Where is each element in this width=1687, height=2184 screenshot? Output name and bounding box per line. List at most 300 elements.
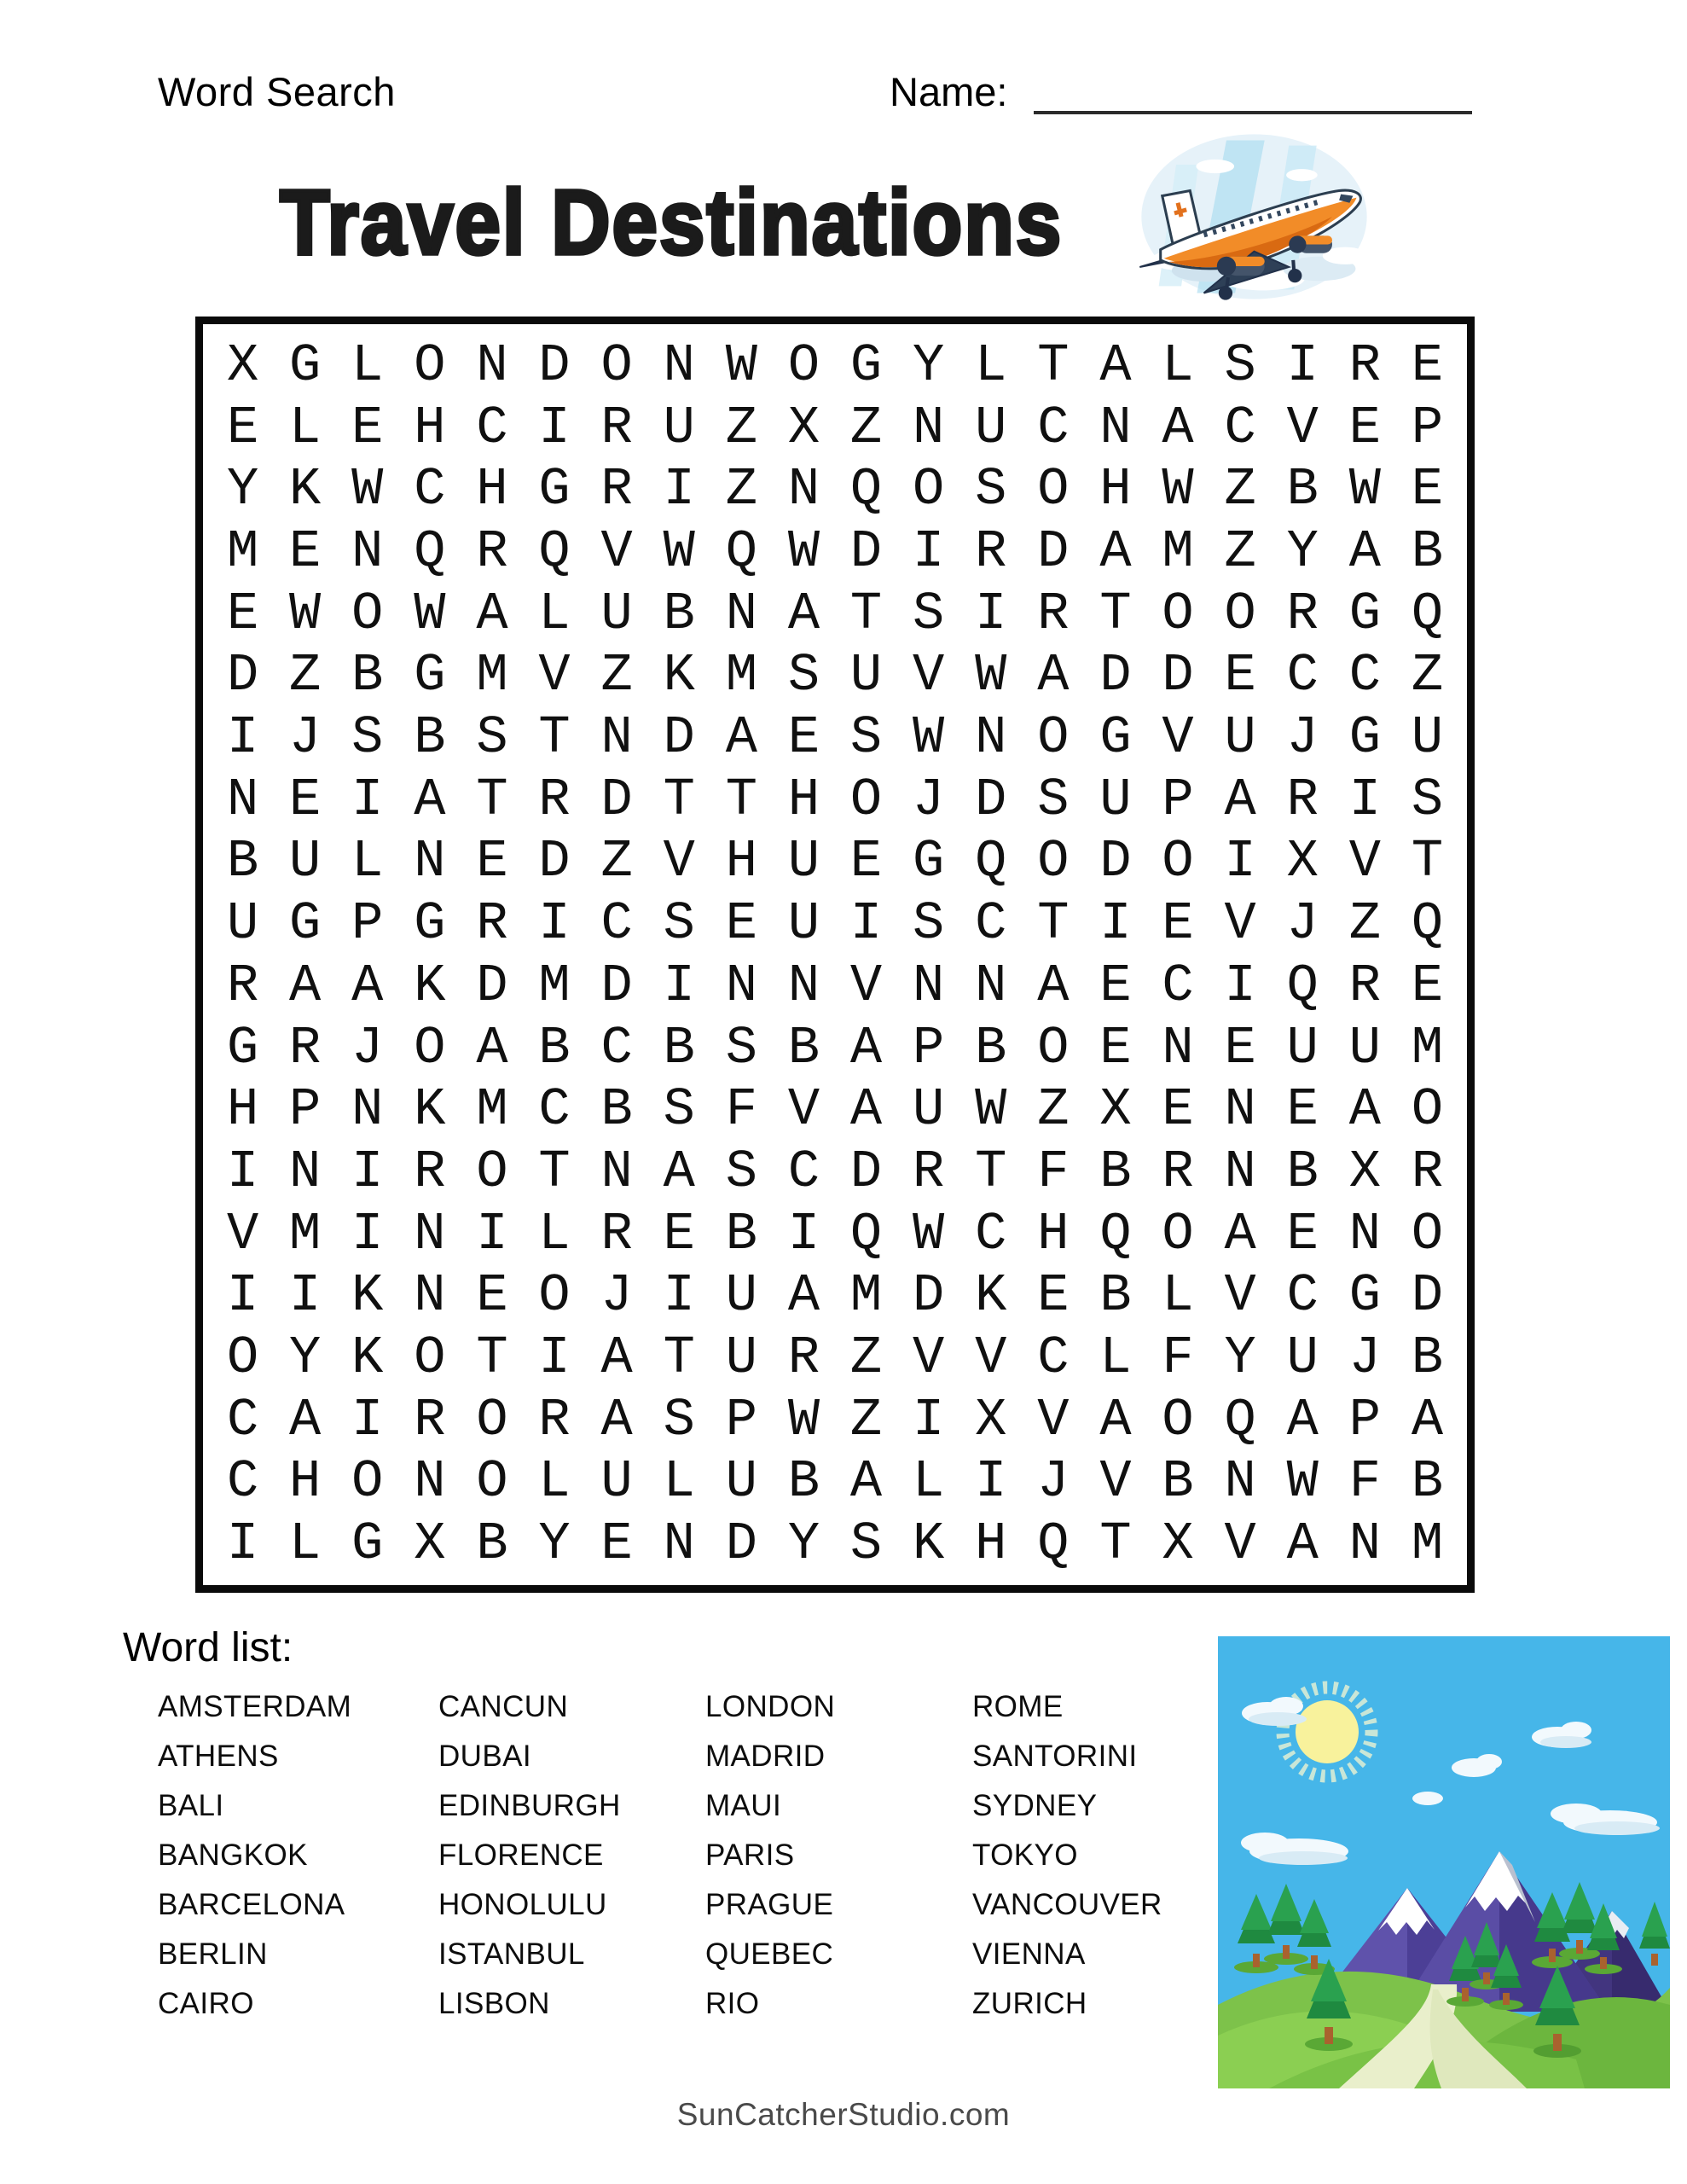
grid-letter-r20c19: N — [1348, 1513, 1381, 1575]
word-item: ISTANBUL — [438, 1937, 585, 1971]
grid-letter-r15c4: N — [414, 1203, 446, 1264]
airplane-illustration-icon — [1124, 126, 1384, 307]
grid-letter-r2c14: C — [1037, 397, 1070, 458]
grid-letter-r20c17: V — [1224, 1513, 1256, 1575]
grid-letter-r11c20: E — [1411, 955, 1444, 1016]
grid-letter-r9c20: T — [1411, 831, 1444, 892]
grid-letter-r10c19: Z — [1348, 893, 1381, 955]
grid-letter-r14c5: O — [476, 1141, 508, 1202]
word-list-column-4 — [972, 1682, 1254, 2029]
grid-letter-r11c10: N — [787, 955, 820, 1016]
grid-letter-r12c5: A — [476, 1017, 508, 1078]
grid-letter-r11c16: C — [1162, 955, 1194, 1016]
grid-letter-r4c11: D — [849, 520, 883, 582]
grid-letter-r5c19: G — [1348, 583, 1381, 644]
grid-letter-r14c4: R — [414, 1141, 446, 1202]
grid-letter-r4c19: A — [1348, 520, 1381, 582]
grid-letter-r14c19: X — [1348, 1141, 1381, 1202]
word-item: CANCUN — [438, 1690, 569, 1723]
grid-letter-r11c4: K — [414, 955, 446, 1016]
grid-letter-r16c5: E — [476, 1265, 508, 1327]
grid-letter-r9c12: G — [913, 831, 945, 892]
grid-letter-r1c3: L — [351, 334, 384, 396]
word-item: DUBAI — [438, 1740, 531, 1773]
grid-letter-r19c20: B — [1411, 1451, 1444, 1513]
grid-letter-r17c10: R — [787, 1327, 820, 1389]
grid-letter-r18c2: A — [289, 1389, 322, 1450]
grid-letter-r1c5: N — [476, 334, 508, 396]
grid-letter-r14c17: N — [1224, 1141, 1256, 1202]
grid-letter-r14c8: A — [663, 1141, 695, 1202]
grid-letter-r19c16: B — [1162, 1451, 1194, 1513]
grid-letter-r15c9: B — [725, 1203, 757, 1264]
grid-letter-r10c6: I — [538, 893, 571, 955]
grid-letter-r4c4: Q — [414, 520, 446, 582]
word-list-column-2 — [438, 1682, 705, 2029]
grid-letter-r5c3: O — [351, 583, 384, 644]
grid-letter-r8c8: T — [663, 769, 695, 830]
grid-letter-r12c12: P — [913, 1017, 945, 1078]
grid-letter-r2c4: H — [414, 397, 446, 458]
grid-letter-r19c8: L — [663, 1451, 695, 1513]
grid-letter-r4c17: Z — [1224, 520, 1256, 582]
grid-letter-r1c12: Y — [913, 334, 945, 396]
grid-letter-r15c5: I — [476, 1203, 508, 1264]
letter-grid — [195, 317, 1475, 1593]
grid-letter-r14c14: F — [1037, 1141, 1070, 1202]
grid-letter-r19c6: L — [538, 1451, 571, 1513]
grid-letter-r18c14: V — [1037, 1389, 1070, 1450]
grid-letter-r10c4: G — [414, 893, 446, 955]
grid-letter-r17c1: O — [226, 1327, 259, 1389]
grid-letter-r2c1: E — [226, 397, 259, 458]
grid-letter-r19c4: N — [414, 1451, 446, 1513]
grid-letter-r12c17: E — [1224, 1017, 1256, 1078]
grid-letter-r19c10: B — [787, 1451, 820, 1513]
grid-letter-r3c7: R — [600, 459, 633, 520]
grid-letter-r16c13: K — [975, 1265, 1007, 1327]
word-item: ZURICH — [972, 1987, 1087, 2020]
grid-letter-r20c5: B — [476, 1513, 508, 1575]
grid-letter-r17c8: T — [663, 1327, 695, 1389]
word-item: BALI — [158, 1789, 224, 1822]
grid-letter-r19c11: A — [849, 1451, 883, 1513]
grid-letter-r13c5: M — [476, 1079, 508, 1141]
grid-letter-r12c2: R — [289, 1017, 322, 1078]
grid-letter-r4c18: Y — [1286, 520, 1319, 582]
word-item: SANTORINI — [972, 1740, 1138, 1773]
grid-letter-r11c18: Q — [1286, 955, 1319, 1016]
grid-letter-r16c8: I — [663, 1265, 695, 1327]
grid-letter-r6c7: Z — [600, 645, 633, 706]
grid-letter-r20c9: D — [725, 1513, 757, 1575]
grid-letter-r14c10: C — [787, 1141, 820, 1202]
name-blank-line[interactable] — [1034, 72, 1472, 114]
grid-letter-r11c11: V — [849, 955, 883, 1016]
word-item: ROME — [972, 1690, 1064, 1723]
grid-letter-r7c4: B — [414, 707, 446, 769]
grid-letter-r11c7: D — [600, 955, 633, 1016]
grid-letter-r19c14: J — [1037, 1451, 1070, 1513]
grid-letter-r13c15: X — [1099, 1079, 1132, 1141]
grid-letter-r17c3: K — [351, 1327, 384, 1389]
grid-letter-r9c8: V — [663, 831, 695, 892]
grid-letter-r10c16: E — [1162, 893, 1194, 955]
grid-letter-r6c11: U — [849, 645, 883, 706]
grid-letter-r15c15: Q — [1099, 1203, 1132, 1264]
grid-letter-r3c9: Z — [725, 459, 757, 520]
grid-letter-r10c12: S — [913, 893, 945, 955]
grid-letter-r19c13: I — [975, 1451, 1007, 1513]
word-item: BARCELONA — [158, 1888, 345, 1921]
grid-letter-r7c6: T — [538, 707, 571, 769]
grid-letter-r17c6: I — [538, 1327, 571, 1389]
grid-letter-r15c10: I — [787, 1203, 820, 1264]
word-item: MADRID — [705, 1740, 826, 1773]
grid-letter-r6c14: A — [1037, 645, 1070, 706]
grid-letter-r17c13: V — [975, 1327, 1007, 1389]
grid-letter-r6c12: V — [913, 645, 945, 706]
grid-letter-r3c1: Y — [226, 459, 259, 520]
grid-letter-r11c19: R — [1348, 955, 1381, 1016]
grid-letter-r4c7: V — [600, 520, 633, 582]
grid-letter-r2c3: E — [351, 397, 384, 458]
grid-letter-r13c19: A — [1348, 1079, 1381, 1141]
grid-letter-r16c2: I — [289, 1265, 322, 1327]
grid-letter-r14c13: T — [975, 1141, 1007, 1202]
grid-letter-r1c2: G — [289, 334, 322, 396]
grid-letter-r11c3: A — [351, 955, 384, 1016]
word-item: ATHENS — [158, 1740, 279, 1773]
grid-letter-r7c16: V — [1162, 707, 1194, 769]
grid-letter-r14c11: D — [849, 1141, 883, 1202]
grid-letter-r18c4: R — [414, 1389, 446, 1450]
grid-letter-r4c20: B — [1411, 520, 1444, 582]
grid-letter-r17c17: Y — [1224, 1327, 1256, 1389]
grid-letter-r2c20: P — [1411, 397, 1444, 458]
grid-letter-r20c12: K — [913, 1513, 945, 1575]
grid-letter-r9c2: U — [289, 831, 322, 892]
grid-letter-r6c3: B — [351, 645, 384, 706]
grid-letter-r15c17: A — [1224, 1203, 1256, 1264]
grid-letter-r10c10: U — [787, 893, 820, 955]
grid-letter-r12c6: B — [538, 1017, 571, 1078]
grid-letter-r15c16: O — [1162, 1203, 1194, 1264]
grid-letter-r14c1: I — [226, 1141, 259, 1202]
grid-letter-r19c9: U — [725, 1451, 757, 1513]
grid-letter-r4c10: W — [787, 520, 820, 582]
grid-letter-r15c12: W — [913, 1203, 945, 1264]
grid-letter-r15c18: E — [1286, 1203, 1319, 1264]
grid-letter-r20c14: Q — [1037, 1513, 1070, 1575]
grid-letter-r13c17: N — [1224, 1079, 1256, 1141]
grid-letter-r18c18: A — [1286, 1389, 1319, 1450]
grid-letter-r7c17: U — [1224, 707, 1256, 769]
grid-letter-r12c19: U — [1348, 1017, 1381, 1078]
grid-letter-r10c8: S — [663, 893, 695, 955]
grid-letter-r9c3: L — [351, 831, 384, 892]
grid-letter-r9c13: Q — [975, 831, 1007, 892]
grid-letter-r20c4: X — [414, 1513, 446, 1575]
grid-letter-r3c3: W — [351, 459, 384, 520]
grid-letter-r2c15: N — [1099, 397, 1132, 458]
grid-letter-r20c18: A — [1286, 1513, 1319, 1575]
grid-letter-r16c16: L — [1162, 1265, 1194, 1327]
word-list-columns — [158, 1682, 1254, 2029]
grid-letter-r3c10: N — [787, 459, 820, 520]
grid-letter-r3c4: C — [414, 459, 446, 520]
grid-letter-r19c15: V — [1099, 1451, 1132, 1513]
grid-letter-r7c7: N — [600, 707, 633, 769]
grid-letter-r4c8: W — [663, 520, 695, 582]
grid-letter-r13c11: A — [849, 1079, 883, 1141]
grid-letter-r6c13: W — [975, 645, 1007, 706]
grid-letter-r18c8: S — [663, 1389, 695, 1450]
grid-letter-r17c20: B — [1411, 1327, 1444, 1389]
grid-letter-r20c20: M — [1411, 1513, 1444, 1575]
word-item: VANCOUVER — [972, 1888, 1162, 1921]
name-label: Name: — [890, 69, 1008, 114]
grid-letter-r13c6: C — [538, 1079, 571, 1141]
grid-letter-r8c3: I — [351, 769, 384, 830]
word-item: LISBON — [438, 1987, 550, 2020]
grid-letter-r14c12: R — [913, 1141, 945, 1202]
grid-letter-r4c2: E — [289, 520, 322, 582]
grid-letter-r1c16: L — [1162, 334, 1194, 396]
word-item: SYDNEY — [972, 1789, 1098, 1822]
grid-letter-r8c2: E — [289, 769, 322, 830]
grid-letter-r9c9: H — [725, 831, 757, 892]
grid-letter-r15c6: L — [538, 1203, 571, 1264]
grid-letter-r6c15: D — [1099, 645, 1132, 706]
grid-letter-r11c14: A — [1037, 955, 1070, 1016]
grid-letter-r5c10: A — [787, 583, 820, 644]
grid-letter-r15c13: C — [975, 1203, 1007, 1264]
grid-letter-r6c6: V — [538, 645, 571, 706]
grid-letter-r19c19: F — [1348, 1451, 1381, 1513]
grid-letter-r14c7: N — [600, 1141, 633, 1202]
grid-letter-r16c18: C — [1286, 1265, 1319, 1327]
grid-letter-r19c7: U — [600, 1451, 633, 1513]
grid-letter-r16c9: U — [725, 1265, 757, 1327]
grid-letter-r16c15: B — [1099, 1265, 1132, 1327]
grid-letter-r17c7: A — [600, 1327, 633, 1389]
grid-letter-r2c13: U — [975, 397, 1007, 458]
grid-letter-r18c16: O — [1162, 1389, 1194, 1450]
grid-letter-r2c9: Z — [725, 397, 757, 458]
grid-letter-r3c6: G — [538, 459, 571, 520]
grid-letter-r15c20: O — [1411, 1203, 1444, 1264]
grid-letter-r4c3: N — [351, 520, 384, 582]
grid-letter-r4c16: M — [1162, 520, 1194, 582]
grid-letter-r11c6: M — [538, 955, 571, 1016]
grid-letter-r3c20: E — [1411, 459, 1444, 520]
grid-letter-r16c3: K — [351, 1265, 384, 1327]
grid-letter-r4c9: Q — [725, 520, 757, 582]
grid-letter-r5c5: A — [476, 583, 508, 644]
word-list-column-3 — [705, 1682, 972, 2029]
grid-letter-r4c6: Q — [538, 520, 571, 582]
grid-letter-r3c2: K — [289, 459, 322, 520]
grid-letter-r7c5: S — [476, 707, 508, 769]
grid-letter-r10c14: T — [1037, 893, 1070, 955]
grid-letter-r5c2: W — [289, 583, 322, 644]
grid-letter-r12c14: O — [1037, 1017, 1070, 1078]
grid-letter-r2c19: E — [1348, 397, 1381, 458]
grid-letter-r2c2: L — [289, 397, 322, 458]
word-list-heading: Word list: — [123, 1625, 293, 1670]
grid-letter-r8c17: A — [1224, 769, 1256, 830]
grid-letter-r2c7: R — [600, 397, 633, 458]
grid-letter-r18c3: I — [351, 1389, 384, 1450]
grid-letter-r16c14: E — [1037, 1265, 1070, 1327]
grid-letter-r1c11: G — [849, 334, 883, 396]
grid-letter-r3c14: O — [1037, 459, 1070, 520]
grid-letter-r8c11: O — [849, 769, 883, 830]
grid-letter-r5c7: U — [600, 583, 633, 644]
grid-letter-r16c17: V — [1224, 1265, 1256, 1327]
word-item: MAUI — [705, 1789, 782, 1822]
grid-letter-r17c2: Y — [289, 1327, 322, 1389]
grid-letter-r17c19: J — [1348, 1327, 1381, 1389]
grid-letter-r8c7: D — [600, 769, 633, 830]
word-item: RIO — [705, 1987, 760, 2020]
grid-letter-r6c20: Z — [1411, 645, 1444, 706]
grid-letter-r7c9: A — [725, 707, 757, 769]
grid-letter-r12c15: E — [1099, 1017, 1132, 1078]
grid-letter-r13c16: E — [1162, 1079, 1194, 1141]
grid-letter-r12c4: O — [414, 1017, 446, 1078]
grid-letter-r17c18: U — [1286, 1327, 1319, 1389]
grid-letter-r6c5: M — [476, 645, 508, 706]
grid-letter-r18c10: W — [787, 1389, 820, 1450]
grid-letter-r17c15: L — [1099, 1327, 1132, 1389]
grid-letter-r9c19: V — [1348, 831, 1381, 892]
worksheet-type-label: Word Search — [158, 69, 396, 114]
grid-letter-r3c16: W — [1162, 459, 1194, 520]
grid-letter-r5c9: N — [725, 583, 757, 644]
grid-letter-r18c9: P — [725, 1389, 757, 1450]
grid-letter-r14c2: N — [289, 1141, 322, 1202]
word-item: VIENNA — [972, 1937, 1086, 1971]
grid-letter-r9c7: Z — [600, 831, 633, 892]
grid-letter-r5c1: E — [226, 583, 259, 644]
grid-letter-r5c16: O — [1162, 583, 1194, 644]
grid-letter-r10c9: E — [725, 893, 757, 955]
grid-letter-r14c3: I — [351, 1141, 384, 1202]
grid-letter-r3c12: O — [913, 459, 945, 520]
grid-letter-r1c7: O — [600, 334, 633, 396]
grid-letter-r12c1: G — [226, 1017, 259, 1078]
grid-letter-r20c10: Y — [787, 1513, 820, 1575]
grid-letter-r8c14: S — [1037, 769, 1070, 830]
grid-letter-r18c11: Z — [849, 1389, 883, 1450]
grid-letter-r7c18: J — [1286, 707, 1319, 769]
grid-letter-r12c10: B — [787, 1017, 820, 1078]
grid-letter-r12c8: B — [663, 1017, 695, 1078]
grid-letter-r18c6: R — [538, 1389, 571, 1450]
grid-letter-r7c8: D — [663, 707, 695, 769]
word-item: CAIRO — [158, 1987, 254, 2020]
grid-letter-r16c1: I — [226, 1265, 259, 1327]
grid-letter-r18c13: X — [975, 1389, 1007, 1450]
grid-letter-r10c1: U — [226, 893, 259, 955]
grid-letter-r7c19: G — [1348, 707, 1381, 769]
grid-letter-r9c5: E — [476, 831, 508, 892]
grid-letter-r6c16: D — [1162, 645, 1194, 706]
grid-letter-r19c18: W — [1286, 1451, 1319, 1513]
grid-letter-r17c5: T — [476, 1327, 508, 1389]
grid-letter-r10c18: J — [1286, 893, 1319, 955]
grid-letter-r17c9: U — [725, 1327, 757, 1389]
grid-letter-r10c13: C — [975, 893, 1007, 955]
grid-letter-r6c19: C — [1348, 645, 1381, 706]
grid-letter-r7c1: I — [226, 707, 259, 769]
grid-letter-r20c6: Y — [538, 1513, 571, 1575]
grid-letter-r6c8: K — [663, 645, 695, 706]
grid-letter-r12c3: J — [351, 1017, 384, 1078]
grid-letter-r15c3: I — [351, 1203, 384, 1264]
grid-letter-r15c7: R — [600, 1203, 633, 1264]
grid-letter-r9c18: X — [1286, 831, 1319, 892]
grid-letter-r12c7: C — [600, 1017, 633, 1078]
grid-letter-r1c9: W — [725, 334, 757, 396]
grid-letter-r1c1: X — [226, 334, 259, 396]
grid-letter-r16c10: A — [787, 1265, 820, 1327]
grid-letter-r16c20: D — [1411, 1265, 1444, 1327]
grid-letter-r11c5: D — [476, 955, 508, 1016]
grid-letter-r8c13: D — [975, 769, 1007, 830]
grid-letter-r5c20: Q — [1411, 583, 1444, 644]
grid-letter-r14c15: B — [1099, 1141, 1132, 1202]
grid-letter-r13c7: B — [600, 1079, 633, 1141]
grid-letter-r16c4: N — [414, 1265, 446, 1327]
grid-letter-r13c9: F — [725, 1079, 757, 1141]
grid-letter-r14c20: R — [1411, 1141, 1444, 1202]
grid-letter-r18c19: P — [1348, 1389, 1381, 1450]
grid-letter-r18c12: I — [913, 1389, 945, 1450]
grid-letter-r7c11: S — [849, 707, 883, 769]
grid-letter-r3c13: S — [975, 459, 1007, 520]
grid-letter-r5c11: T — [849, 583, 883, 644]
grid-letter-r2c10: X — [787, 397, 820, 458]
grid-letter-r10c17: V — [1224, 893, 1256, 955]
grid-letter-r5c8: B — [663, 583, 695, 644]
grid-letter-r18c1: C — [226, 1389, 259, 1450]
word-item: LONDON — [705, 1690, 836, 1723]
grid-letter-r7c15: G — [1099, 707, 1132, 769]
grid-letter-r16c6: O — [538, 1265, 571, 1327]
grid-letter-r15c11: Q — [849, 1203, 883, 1264]
grid-letter-r9c11: E — [849, 831, 883, 892]
grid-letter-r13c20: O — [1411, 1079, 1444, 1141]
grid-letter-r10c15: I — [1099, 893, 1132, 955]
grid-letter-r18c20: A — [1411, 1389, 1444, 1450]
grid-letter-r20c8: N — [663, 1513, 695, 1575]
grid-letter-r15c14: H — [1037, 1203, 1070, 1264]
grid-letter-r19c12: L — [913, 1451, 945, 1513]
grid-letter-r3c15: H — [1099, 459, 1132, 520]
grid-letter-r16c12: D — [913, 1265, 945, 1327]
grid-letter-r14c9: S — [725, 1141, 757, 1202]
grid-letter-r9c4: N — [414, 831, 446, 892]
grid-letter-r19c17: N — [1224, 1451, 1256, 1513]
grid-letter-r1c4: O — [414, 334, 446, 396]
grid-letter-r3c17: Z — [1224, 459, 1256, 520]
grid-letter-r6c4: G — [414, 645, 446, 706]
grid-letter-r17c16: F — [1162, 1327, 1194, 1389]
grid-letter-r5c18: R — [1286, 583, 1319, 644]
